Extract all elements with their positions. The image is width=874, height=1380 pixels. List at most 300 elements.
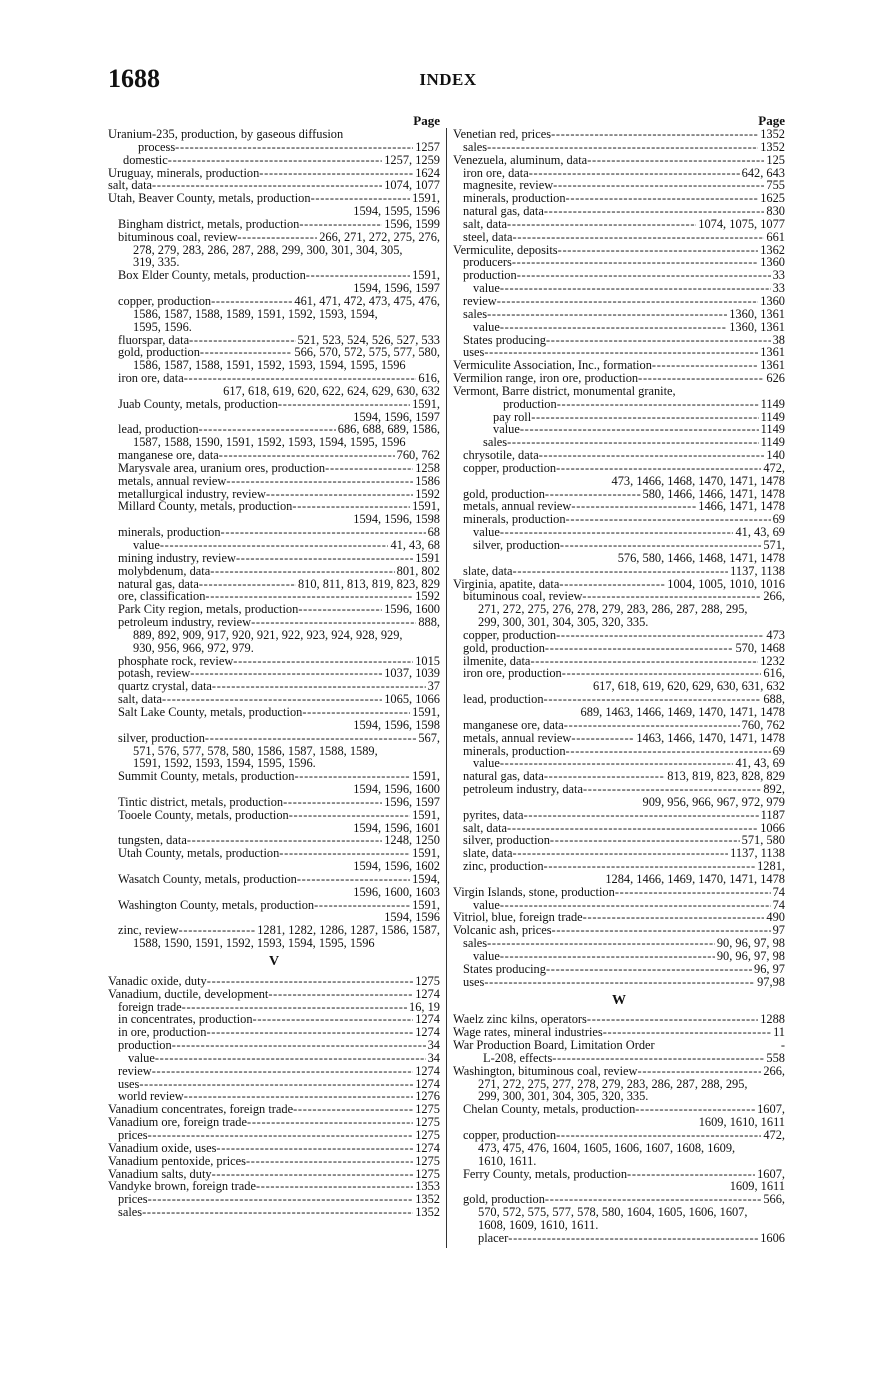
page-refs: 11 — [773, 1025, 785, 1040]
index-entry — [108, 1065, 440, 1078]
entry-text: magnesite, review — [463, 178, 554, 193]
page-refs: 1609, 1610, 1611 — [698, 1115, 785, 1130]
index-entry — [453, 976, 785, 989]
page-refs: 1591, — [412, 897, 440, 912]
index-entry — [453, 1142, 785, 1155]
dot-leader — [544, 860, 756, 873]
entry-text: salt, data — [108, 178, 153, 193]
page-refs: 1594, 1596, 1598 — [353, 717, 440, 732]
page-refs-continued: 1587, 1588, 1590, 1591, 1592, 1593, 1594, 1595, 1596 — [133, 435, 406, 450]
entry-text: Summit County, metals, production — [118, 769, 295, 784]
entry-text: manganese ore, data — [118, 448, 219, 463]
entry-text: placer — [478, 1230, 509, 1245]
page-refs-continued: 1591, 1592, 1593, 1594, 1595, 1596. — [133, 756, 316, 771]
index-entry — [453, 385, 785, 398]
page-refs: 661 — [766, 229, 785, 244]
index-entry — [108, 1116, 440, 1129]
entry-text: molybdenum, data — [118, 563, 211, 578]
dot-leader — [517, 269, 771, 282]
index-entry — [453, 462, 785, 475]
index-entry — [453, 1155, 785, 1168]
page-refs: 1149 — [760, 396, 785, 411]
page-refs-continued: 1608, 1609, 1610, 1611. — [478, 1217, 599, 1232]
page-refs: 97 — [772, 923, 785, 938]
entry-text: minerals, production — [118, 525, 221, 540]
index-entry — [108, 642, 440, 655]
page-refs-continued: 570, 572, 575, 577, 578, 580, 1604, 1605, 1606, 1607, — [478, 1205, 748, 1220]
entry-text: prices — [118, 1192, 148, 1207]
page-refs: 1352 — [415, 1205, 440, 1220]
entry-text: copper, production — [463, 627, 557, 642]
page-refs: 266, 271, 272, 275, 276, — [319, 229, 440, 244]
page-refs: 472, — [763, 460, 785, 475]
entry-text: prices — [118, 1127, 148, 1142]
index-entry — [108, 796, 440, 809]
entry-text: slate, data — [463, 846, 513, 861]
entry-text: Vanadium concentrates, foreign trade — [108, 1102, 294, 1117]
dot-leader — [556, 629, 764, 642]
page-refs-continued: 1586, 1587, 1588, 1589, 1591, 1592, 1593, 1594, — [133, 306, 378, 321]
page-refs: 1360 — [760, 255, 785, 270]
entry-text: Chelan County, metals, production — [463, 1102, 636, 1117]
dot-leader — [587, 1013, 758, 1026]
index-entry — [453, 616, 785, 629]
page-refs: - — [780, 1038, 785, 1053]
page-refs: 1257 — [415, 139, 440, 154]
page-refs: 69 — [772, 743, 785, 758]
dot-leader — [544, 205, 765, 218]
entry-text: zinc, review — [118, 923, 179, 938]
page-refs: 830 — [766, 204, 785, 219]
page-refs: 1360, 1361 — [729, 319, 785, 334]
page-refs: 580, 1466, 1466, 1471, 1478 — [642, 486, 785, 501]
entry-text: Vitriol, blue, foreign trade — [453, 910, 583, 925]
index-entry — [453, 796, 785, 809]
entry-text: silver, production — [463, 833, 550, 848]
entry-text: natural gas, data — [463, 204, 544, 219]
dot-leader — [587, 154, 764, 167]
page-refs: 1288 — [760, 1012, 785, 1027]
dot-leader — [500, 321, 727, 334]
page-refs: 1004, 1005, 1010, 1016 — [667, 576, 785, 591]
page-refs-continued: 1610, 1611. — [478, 1153, 537, 1168]
dot-leader — [205, 732, 416, 745]
entry-text: metallurgical industry, review — [118, 486, 266, 501]
page-refs: 34 — [427, 1038, 440, 1053]
dot-leader — [487, 937, 715, 950]
dot-leader — [546, 963, 752, 976]
page-refs: 1586 — [415, 473, 440, 488]
entry-text: zinc, production — [463, 859, 544, 874]
entry-text: steel, data — [463, 229, 513, 244]
entry-text: Tooele County, metals, production — [118, 807, 289, 822]
page-refs-continued: 271, 272, 275, 276, 278, 279, 283, 286, 287, 288, 295, — [478, 602, 748, 617]
entry-text: value — [473, 281, 500, 296]
index-entry — [108, 308, 440, 321]
index-entry — [108, 706, 440, 719]
section-letter: W — [612, 992, 626, 1008]
index-entry — [453, 809, 785, 822]
dot-leader — [199, 578, 296, 591]
entry-text: ilmenite, data — [463, 653, 531, 668]
page-refs: 688, — [763, 692, 785, 707]
dot-leader — [487, 141, 758, 154]
right-index-column — [453, 114, 785, 1245]
page-refs: 1596, 1600 — [384, 602, 440, 617]
dot-leader — [148, 1129, 414, 1142]
index-entry — [453, 565, 785, 578]
page-refs: 38 — [772, 332, 785, 347]
index-entry — [453, 873, 785, 886]
page-refs: 1258 — [415, 460, 440, 475]
entry-text: metals, annual review — [118, 473, 227, 488]
entry-text: Virgin Islands, stone, production — [453, 884, 615, 899]
index-entry — [108, 552, 440, 565]
page-refs: 1352 — [415, 1192, 440, 1207]
index-entry — [108, 372, 440, 385]
entry-text: sales — [463, 139, 488, 154]
index-entry — [453, 128, 785, 141]
page-refs: 1149 — [760, 435, 785, 450]
dot-leader — [172, 1039, 426, 1052]
entry-text: gold, production — [463, 640, 545, 655]
index-entry — [108, 218, 440, 231]
entry-text: manganese ore, data — [463, 717, 564, 732]
page-refs: 1591 — [415, 550, 440, 565]
dot-leader — [268, 988, 413, 1001]
dot-leader — [283, 796, 382, 809]
page-refs: 74 — [772, 884, 785, 899]
entry-text: Washington County, metals, production — [118, 897, 315, 912]
index-entry — [108, 975, 440, 988]
page-refs: 1463, 1466, 1470, 1471, 1478 — [636, 730, 785, 745]
entry-text: lead, production — [118, 422, 199, 437]
page-refs: 125 — [766, 152, 785, 167]
page-refs: 1591, — [412, 396, 440, 411]
entry-text: Salt Lake County, metals, production — [118, 704, 303, 719]
page-refs: 1352 — [760, 127, 785, 141]
index-entry — [453, 1219, 785, 1232]
dot-leader — [184, 372, 417, 385]
dot-leader — [524, 809, 759, 822]
page-refs-continued: 930, 956, 966, 972, 979. — [133, 640, 254, 655]
index-entry — [108, 783, 440, 796]
index-entry — [453, 231, 785, 244]
page-refs: 1248, 1250 — [384, 833, 440, 848]
index-entry — [108, 1193, 440, 1206]
index-entry — [108, 462, 440, 475]
entry-text: Uranium-235, production, by gaseous diffusion — [108, 127, 344, 141]
page-refs-continued: 571, 576, 577, 578, 580, 1586, 1587, 1588, 1589, — [133, 743, 378, 758]
entry-text: Vanadium oxide, uses — [108, 1140, 217, 1155]
entry-text: in concentrates, production — [118, 1012, 253, 1027]
index-entry — [453, 295, 785, 308]
dot-leader — [531, 411, 758, 424]
dot-leader — [148, 1193, 414, 1206]
dot-leader — [513, 565, 729, 578]
entry-text: Wasatch County, metals, production — [118, 871, 297, 886]
index-entry — [453, 539, 785, 552]
page-refs: 1074, 1075, 1077 — [698, 216, 785, 231]
left-index-column — [108, 114, 440, 1219]
page-refs-continued: 271, 272, 275, 277, 278, 279, 283, 286, 287, 288, 295, — [478, 1076, 748, 1091]
entry-text: silver, production — [473, 538, 560, 552]
entry-text: value — [473, 319, 500, 334]
page-refs: 571, — [763, 538, 785, 552]
index-entry — [108, 1052, 440, 1065]
entry-text: Ferry County, metals, production — [463, 1166, 628, 1181]
index-entry — [108, 1142, 440, 1155]
page-refs: 1360 — [760, 293, 785, 308]
dot-leader — [552, 1052, 764, 1065]
index-entry — [453, 629, 785, 642]
index-entry — [453, 398, 785, 411]
index-entry — [108, 616, 440, 629]
page-refs: 1232 — [760, 653, 785, 668]
entry-text: Millard County, metals, production — [118, 499, 293, 514]
index-entry — [453, 205, 785, 218]
page-refs: 16, 19 — [409, 999, 440, 1014]
index-entry — [453, 783, 785, 796]
page-refs: 37 — [427, 679, 440, 694]
index-entry — [453, 963, 785, 976]
page-refs: 1594, 1596, 1597 — [353, 409, 440, 424]
entry-text: petroleum industry, data — [463, 782, 583, 797]
page-refs: 909, 956, 966, 967, 972, 979 — [642, 794, 785, 809]
entry-text: gold, production — [463, 1192, 545, 1207]
index-entry — [108, 205, 440, 218]
page-refs: 1274 — [415, 1140, 440, 1155]
page-refs: 1624 — [415, 165, 440, 180]
page-refs: 1284, 1466, 1469, 1470, 1471, 1478 — [605, 871, 785, 886]
page-refs: 566, 570, 572, 575, 577, 580, — [294, 345, 440, 360]
dot-leader — [210, 565, 394, 578]
entry-text: salt, data — [118, 692, 163, 707]
index-entry — [108, 1180, 440, 1193]
page-refs: 266, — [763, 589, 785, 604]
dot-leader — [564, 719, 740, 732]
dot-leader — [175, 141, 413, 154]
dot-leader — [539, 449, 765, 462]
entry-text: Vanadium salts, duty — [108, 1166, 212, 1181]
dot-leader — [545, 642, 734, 655]
dot-leader — [256, 1180, 413, 1193]
page-refs-continued: 319, 335. — [133, 255, 180, 270]
entry-text: Vermilion range, iron ore, production — [453, 371, 639, 386]
page-refs: 642, 643 — [741, 165, 785, 180]
dot-leader — [508, 1232, 758, 1245]
dot-leader — [520, 423, 759, 436]
page-refs: 90, 96, 97, 98 — [716, 949, 785, 963]
page-refs: 96, 97 — [754, 961, 785, 976]
page-refs: 41, 43, 69 — [735, 525, 785, 540]
dot-leader — [513, 847, 729, 860]
entry-text: world review — [118, 1089, 184, 1104]
entry-text: phosphate rock, review — [118, 653, 234, 668]
index-entry — [108, 475, 440, 488]
dot-leader — [190, 667, 382, 680]
entry-text: metals, annual review — [463, 499, 572, 514]
entry-text: value — [473, 949, 500, 963]
dot-leader — [299, 218, 382, 231]
entry-text: natural gas, data — [463, 769, 544, 784]
page-refs-continued: 299, 300, 301, 304, 305, 320, 335. — [478, 1089, 649, 1104]
index-entry — [108, 539, 440, 552]
column-divider — [446, 128, 447, 1248]
entry-text: quartz crystal, data — [118, 679, 212, 694]
entry-text: gold, production — [118, 345, 200, 360]
page-refs: 41, 43, 68 — [390, 538, 440, 552]
page-refs: 74 — [772, 897, 785, 912]
entry-text: review — [118, 1063, 152, 1078]
entry-text: iron ore, data — [463, 165, 529, 180]
running-head: INDEX — [419, 70, 477, 89]
page-refs: 1352 — [760, 139, 785, 154]
entry-text: sales — [118, 1205, 143, 1220]
index-entry — [108, 398, 440, 411]
dot-leader — [160, 539, 389, 552]
page-refs: 1594, 1596, 1597 — [353, 281, 440, 296]
dot-leader — [297, 873, 410, 886]
entry-text: Vermont, Barre district, monumental granite, — [453, 383, 676, 398]
dot-leader — [550, 834, 740, 847]
page-refs: 1594, 1596, 1602 — [353, 859, 440, 874]
entry-text: fluorspar, data — [118, 332, 190, 347]
page-refs: 473 — [766, 627, 785, 642]
entry-text: Waelz zinc kilns, operators — [453, 1012, 587, 1027]
index-entry — [108, 886, 440, 899]
index-entry — [108, 128, 440, 141]
dot-leader — [513, 231, 765, 244]
dot-leader — [556, 462, 761, 475]
entry-text: Utah, Beaver County, metals, production — [108, 191, 311, 206]
page-refs: 571, 580 — [741, 833, 785, 848]
index-entry — [108, 231, 440, 244]
dot-leader — [615, 886, 771, 899]
entry-text: Park City region, metals, production — [118, 602, 299, 617]
entry-text: Bingham district, metals, production — [118, 216, 300, 231]
index-entry — [108, 873, 440, 886]
index-entry — [453, 950, 785, 963]
page-refs: 760, 762 — [741, 717, 785, 732]
page-refs: 1607, — [757, 1166, 785, 1181]
entry-text: lead, production — [463, 692, 544, 707]
page-refs: 1065, 1066 — [384, 692, 440, 707]
index-entry — [453, 282, 785, 295]
entry-text: production — [463, 268, 517, 283]
entry-text: Vanadic oxide, duty — [108, 973, 207, 988]
entry-text: chrysotile, data — [463, 448, 539, 463]
dot-leader — [206, 1026, 413, 1039]
page-refs: 1625 — [760, 191, 785, 206]
entry-text: potash, review — [118, 666, 191, 681]
index-entry — [453, 372, 785, 385]
page-refs: 888, — [418, 615, 440, 630]
entry-text: Vermiculite Association, Inc., formation — [453, 358, 652, 373]
page-refs: 570, 1468 — [735, 640, 785, 655]
entry-text: Volcanic ash, prices — [453, 923, 552, 938]
dot-leader — [289, 809, 410, 822]
page-refs-continued: 299, 300, 301, 304, 305, 320, 335. — [478, 615, 649, 630]
entry-text: War Production Board, Limitation Order — [453, 1038, 655, 1053]
dot-leader — [571, 500, 696, 513]
index-entry — [453, 269, 785, 282]
page-refs: 558 — [766, 1050, 785, 1065]
page-refs: 626 — [766, 371, 785, 386]
index-entry — [108, 1206, 440, 1219]
page-refs: 616, — [418, 371, 440, 386]
page-refs: 1074, 1077 — [384, 178, 440, 193]
entry-text: salt, data — [463, 216, 508, 231]
index-entry — [108, 988, 440, 1001]
page-refs-continued: 473, 475, 476, 1604, 1605, 1606, 1607, 1608, 1609, — [478, 1140, 736, 1155]
page-refs: 1591, — [412, 499, 440, 514]
page-refs: 1591, — [412, 846, 440, 861]
page-refs-continued: 1595, 1596. — [133, 319, 192, 334]
index-entry — [453, 552, 785, 565]
page-refs: 1466, 1471, 1478 — [698, 499, 785, 514]
entry-text: ore, classification — [118, 589, 206, 604]
dot-leader — [155, 1052, 426, 1065]
dot-leader — [253, 1013, 414, 1026]
entry-text: bituminous coal, review — [118, 229, 238, 244]
page-refs: 1594, 1596, 1600 — [353, 782, 440, 797]
entry-text: petroleum industry, review — [118, 615, 252, 630]
index-entry — [108, 385, 440, 398]
page-refs: 1274 — [415, 986, 440, 1001]
index-entry — [453, 154, 785, 167]
page-refs: 1149 — [760, 409, 785, 424]
entry-text: Vandyke brown, foreign trade — [108, 1179, 256, 1194]
entry-text: Vanadium pentoxide, prices — [108, 1153, 246, 1168]
entry-text: Marysvale area, uranium ores, production — [118, 460, 326, 475]
index-entry — [108, 732, 440, 745]
page-refs: 760, 762 — [396, 448, 440, 463]
dot-leader — [512, 256, 758, 269]
page-refs: 33 — [772, 268, 785, 283]
dot-leader — [507, 218, 696, 231]
page-refs: 1281, — [757, 859, 785, 874]
dot-leader — [638, 1065, 762, 1078]
entry-text: in ore, production — [118, 1025, 207, 1040]
dot-leader — [551, 128, 758, 141]
page-refs: 1596, 1600, 1603 — [353, 884, 440, 899]
dot-leader — [293, 1103, 413, 1116]
page-refs: 69 — [772, 512, 785, 527]
dot-leader — [236, 552, 413, 565]
entry-text: copper, production — [463, 1127, 557, 1142]
entry-text: Tintic district, metals, production — [118, 794, 284, 809]
index-entry — [108, 860, 440, 873]
dot-leader — [583, 911, 765, 924]
dot-leader — [207, 975, 413, 988]
entry-text: value — [133, 538, 160, 552]
dot-leader — [546, 334, 771, 347]
dot-leader — [302, 706, 410, 719]
entry-text: minerals, production — [463, 512, 566, 527]
index-entry — [453, 334, 785, 347]
entry-text: Vanadium, ductile, development — [108, 986, 269, 1001]
entry-text: minerals, production — [463, 743, 566, 758]
page-refs: 97,98 — [757, 974, 785, 989]
page-refs: 1594, 1596, 1601 — [353, 820, 440, 835]
page-refs: 472, — [763, 1127, 785, 1142]
dot-leader — [298, 603, 382, 616]
page-refs-continued: 1586, 1587, 1588, 1591, 1592, 1593, 1594, 1595, 1596 — [133, 358, 406, 373]
dot-leader — [278, 398, 410, 411]
entry-text: Virginia, apatite, data — [453, 576, 560, 591]
dot-leader — [530, 655, 758, 668]
